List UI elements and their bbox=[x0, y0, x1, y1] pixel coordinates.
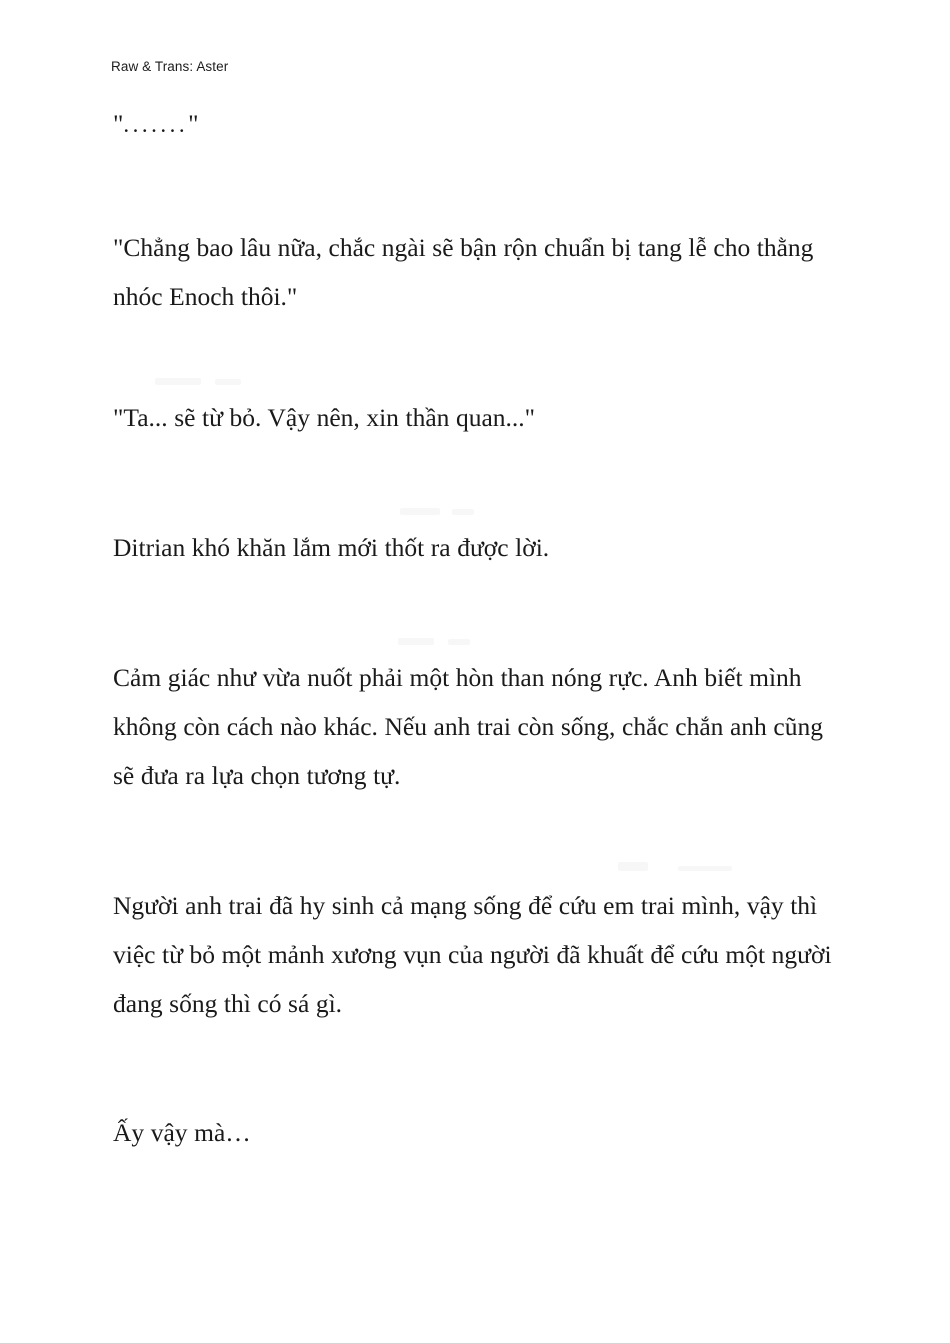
quote-close: " bbox=[188, 109, 199, 138]
paragraph-spacer bbox=[113, 145, 848, 223]
paragraph-spacer bbox=[113, 321, 848, 393]
paragraph-spacer bbox=[113, 800, 848, 881]
translation-credit: Raw & Trans: Aster bbox=[111, 59, 229, 74]
paragraph: Người anh trai đã hy sinh cả mạng sống để cứu em trai mình, vậy thì việc từ bỏ một mảnh xương vụn của người đã khuất để cứu một người đang sống thì có sá gì. bbox=[113, 891, 832, 1018]
story-body bbox=[113, 104, 848, 1157]
paragraph-spacer bbox=[113, 572, 848, 653]
paragraph-ellipsis bbox=[113, 104, 848, 145]
paragraph: Ditrian khó khăn lắm mới thốt ra được lời. bbox=[113, 533, 550, 562]
ellipsis-dots: ....... bbox=[123, 112, 189, 137]
paragraph-spacer bbox=[113, 1028, 848, 1108]
paragraph: Cảm giác như vừa nuốt phải một hòn than nóng rực. Anh biết mình không còn cách nào khác. Nếu anh trai còn sống, chắc chắn anh cũng sẽ đưa ra lựa chọn tương tự. bbox=[113, 663, 823, 790]
quote-open: " bbox=[113, 109, 124, 138]
paragraph: "Ta... sẽ từ bỏ. Vậy nên, xin thần quan..." bbox=[113, 403, 536, 432]
paragraph: "Chẳng bao lâu nữa, chắc ngài sẽ bận rộn chuẩn bị tang lễ cho thằng nhóc Enoch thôi." bbox=[113, 233, 814, 311]
paragraph: Ấy vậy mà… bbox=[113, 1118, 251, 1147]
paragraph-spacer bbox=[113, 442, 848, 523]
